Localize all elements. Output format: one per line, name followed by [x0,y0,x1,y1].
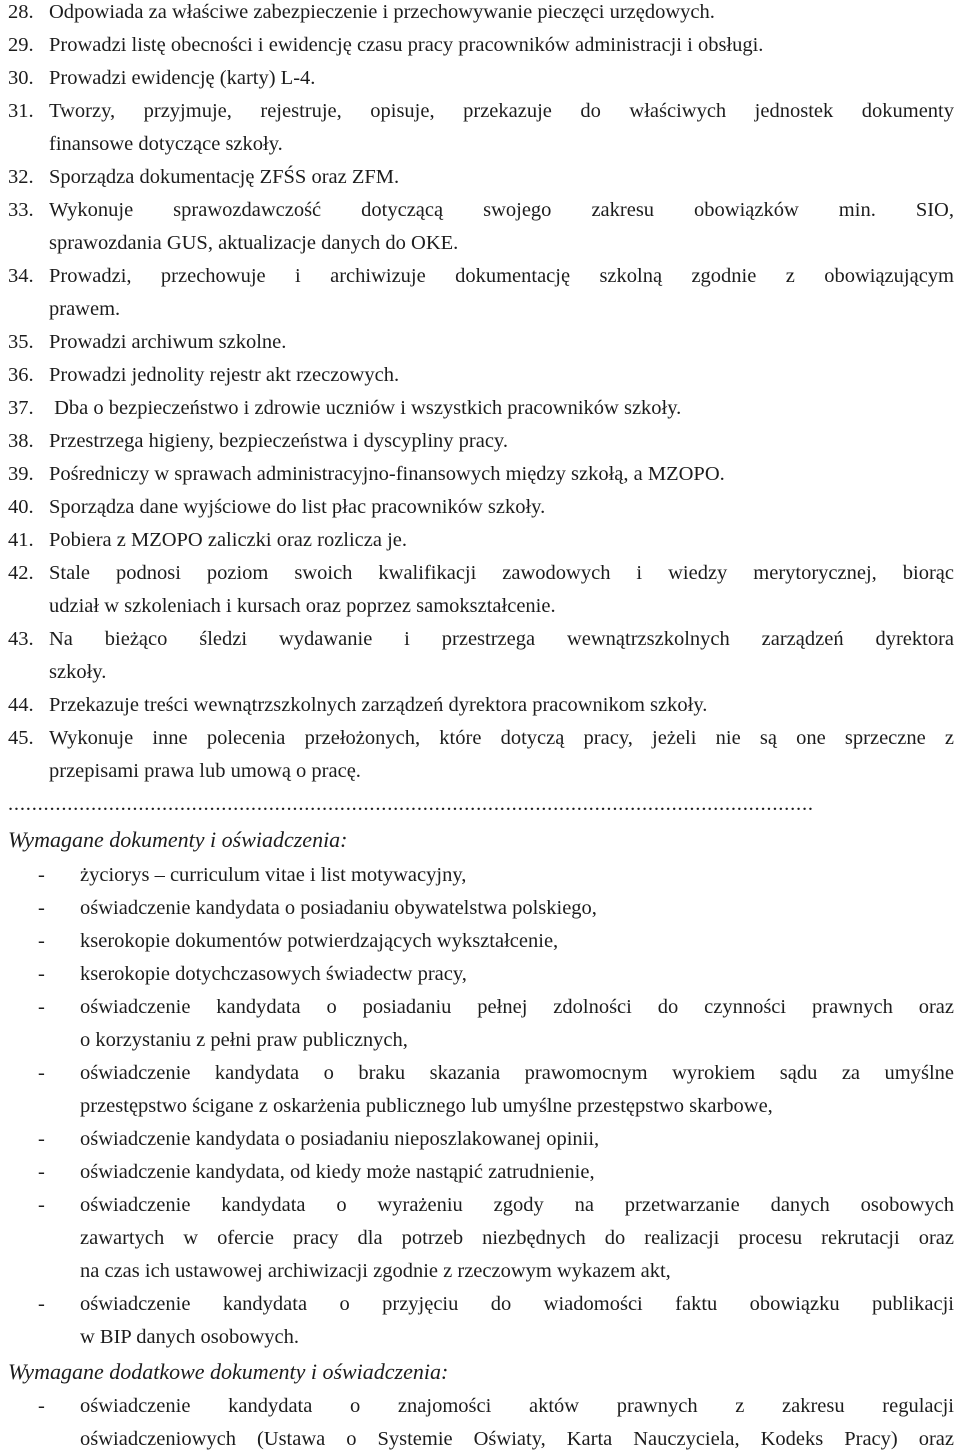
bullet-item-employment-certificates [0,958,960,991]
item-text: Prowadzi archiwum szkolne. [49,331,287,353]
item-text-continued: przepisami prawa lub umową o pracę. [49,760,361,782]
item-text: Przekazuje treści wewnątrzszkolnych zarządzeń dyrektora pracownikom szkoły. [49,694,708,716]
item-text: Prowadzi jednolity rejestr akt rzeczowych. [49,364,400,386]
bullet-item-bip-cont [0,1321,960,1354]
bullet-dash: - [38,1194,45,1216]
bullet-text: kserokopie dotychczasowych świadectw pracy, [80,963,467,985]
item-text: Odpowiada za właściwe zabezpieczenie i przechowywanie pieczęci urzędowych. [49,1,715,23]
list-item-34 [0,260,960,293]
list-item-45 [0,722,960,755]
list-item-31 [0,95,960,128]
item-text: Sporządza dane wyjściowe do list płac pracowników szkoły. [49,496,546,518]
list-item-28 [0,0,960,29]
bullet-dash: - [38,963,45,985]
bullet-item-legal-capacity [0,991,960,1024]
item-number: 34. [8,265,34,287]
list-item-32 [0,161,960,194]
list-item-41 [0,524,960,557]
bullet-text: życiorys – curriculum vitae i list motywacyjny, [80,864,467,886]
bullet-text: oświadczenie kandydata o przyjęciu do wiadomości faktu obowiązku publikacji [80,1293,954,1315]
bullet-dash: - [38,1128,45,1150]
item-text-continued: szkoły. [49,661,107,683]
bullet-item-data-consent-cont-1 [0,1222,960,1255]
item-number: 45. [8,727,34,749]
item-number: 39. [8,463,34,485]
item-text-continued: udział w szkoleniach i kursach oraz poprzez samokształcenie. [49,595,556,617]
bullet-dash: - [38,1161,45,1183]
bullet-text: oświadczenie kandydata, od kiedy może nastąpić zatrudnienie, [80,1161,595,1183]
section-heading: Wymagane dodatkowe dokumenty i oświadczenia: [8,1359,449,1384]
item-number: 40. [8,496,34,518]
list-item-42-cont [0,590,960,623]
bullet-text-continued: przestępstwo ścigane z oskarżenia publicznego lub umyślne przestępstwo skarbowe, [80,1095,773,1117]
list-item-37 [0,392,960,425]
item-text-continued: prawem. [49,298,121,320]
item-number: 42. [8,562,34,584]
bullet-item-start-date [0,1156,960,1189]
list-item-36 [0,359,960,392]
bullet-text-continued: w BIP danych osobowych. [80,1326,300,1348]
bullet-dash: - [38,930,45,952]
list-item-42 [0,557,960,590]
list-item-43-cont [0,656,960,689]
item-text: Wykonuje inne polecenia przełożonych, które dotyczą pracy, jeżeli nie są one sprzeczne z [49,727,954,749]
list-item-40 [0,491,960,524]
item-text-continued: sprawozdania GUS, aktualizacje danych do OKE. [49,232,459,254]
required-documents-section [0,821,960,859]
list-item-35 [0,326,960,359]
item-number: 31. [8,100,34,122]
bullet-text: oświadczenie kandydata o braku skazania prawomocnym wyrokiem sądu za umyślne [80,1062,954,1084]
item-text: Pośredniczy w sprawach administracyjno-finansowych między szkołą, a MZOPO. [49,463,725,485]
additional-documents-section [0,1354,960,1390]
bullet-text-continued: na czas ich ustawowej archiwizacji zgodnie z rzeczowym wykazem akt, [80,1260,671,1282]
bullet-text-continued: o korzystaniu z pełni praw publicznych, [80,1029,408,1051]
bullet-item-reputation [0,1123,960,1156]
bullet-text-continued: oświadczeniowych (Ustawa o Systemie Oświaty, Karta Nauczyciela, Kodeks Pracy) oraz [80,1428,954,1450]
bullet-item-legal-knowledge-cont [0,1423,960,1456]
bullet-text: oświadczenie kandydata o wyrażeniu zgody na przetwarzanie danych osobowych [80,1194,954,1216]
list-item-34-cont [0,293,960,326]
list-item-33-cont [0,227,960,260]
bullet-item-legal-knowledge [0,1390,960,1423]
list-item-39 [0,458,960,491]
item-text: Przestrzega higieny, bezpieczeństwa i dyscypliny pracy. [49,430,508,452]
item-text: Sporządza dokumentację ZFŚS oraz ZFM. [49,166,400,188]
bullet-item-cv [0,859,960,892]
item-text: Prowadzi listę obecności i ewidencję czasu pracy pracowników administracji i obsługi. [49,34,764,56]
bullet-text: oświadczenie kandydata o posiadaniu pełnej zdolności do czynności prawnych oraz [80,996,954,1018]
item-number: 44. [8,694,34,716]
bullet-item-legal-capacity-cont [0,1024,960,1057]
item-number: 32. [8,166,34,188]
bullet-item-no-conviction-cont [0,1090,960,1123]
list-item-44 [0,689,960,722]
item-number: 41. [8,529,34,551]
list-item-30 [0,62,960,95]
item-number: 43. [8,628,34,650]
item-text: Stale podnosi poziom swoich kwalifikacji zawodowych i wiedzy merytorycznej, biorąc [49,562,954,584]
item-text: Tworzy, przyjmuje, rejestruje, opisuje, przekazuje do właściwych jednostek dokumenty [49,100,954,122]
list-item-38 [0,425,960,458]
list-item-29 [0,29,960,62]
item-number: 38. [8,430,34,452]
item-text: Prowadzi, przechowuje i archiwizuje dokumentację szkolną zgodnie z obowiązującym [49,265,954,287]
bullet-item-data-consent-cont-2 [0,1255,960,1288]
item-number: 35. [8,331,34,353]
item-number: 30. [8,67,34,89]
section-heading: Wymagane dokumenty i oświadczenia: [8,827,348,852]
bullet-dash: - [38,864,45,886]
item-text: Na bieżąco śledzi wydawanie i przestrzega wewnątrzszkolnych zarządzeń dyrektora [49,628,954,650]
bullet-dash: - [38,1062,45,1084]
bullet-text: oświadczenie kandydata o posiadaniu nieposzlakowanej opinii, [80,1128,600,1150]
list-item-33 [0,194,960,227]
bullet-item-citizenship [0,892,960,925]
bullet-dash: - [38,1293,45,1315]
bullet-text: oświadczenie kandydata o posiadaniu obywatelstwa polskiego, [80,897,597,919]
bullet-item-no-conviction [0,1057,960,1090]
bullet-dash: - [38,996,45,1018]
list-item-43 [0,623,960,656]
list-item-31-cont [0,128,960,161]
bullet-text-continued: zawartych w ofercie pracy dla potrzeb niezbędnych do realizacji procesu rekrutacji oraz [80,1227,954,1249]
bullet-text: oświadczenie kandydata o znajomości aktów prawnych z zakresu regulacji [80,1395,954,1417]
bullet-dash: - [38,1395,45,1417]
item-text: Prowadzi ewidencję (karty) L-4. [49,67,316,89]
item-number: 29. [8,34,34,56]
bullet-item-bip [0,1288,960,1321]
item-number: 28. [8,1,34,23]
separator-dots: ........................................................................................................................................ [8,793,814,815]
item-number: 37. [8,397,34,419]
bullet-item-data-consent [0,1189,960,1222]
bullet-item-education [0,925,960,958]
list-item-45-cont [0,755,960,788]
bullet-text: kserokopie dokumentów potwierdzających wykształcenie, [80,930,559,952]
item-text-continued: finansowe dotyczące szkoły. [49,133,283,155]
dotted-separator [0,788,960,821]
item-text: Dba o bezpieczeństwo i zdrowie uczniów i wszystkich pracowników szkoły. [49,397,682,419]
item-number: 36. [8,364,34,386]
item-text: Pobiera z MZOPO zaliczki oraz rozlicza je. [49,529,408,551]
item-text: Wykonuje sprawozdawczość dotyczącą swojego zakresu obowiązków min. SIO, [49,199,954,221]
bullet-dash: - [38,897,45,919]
item-number: 33. [8,199,34,221]
